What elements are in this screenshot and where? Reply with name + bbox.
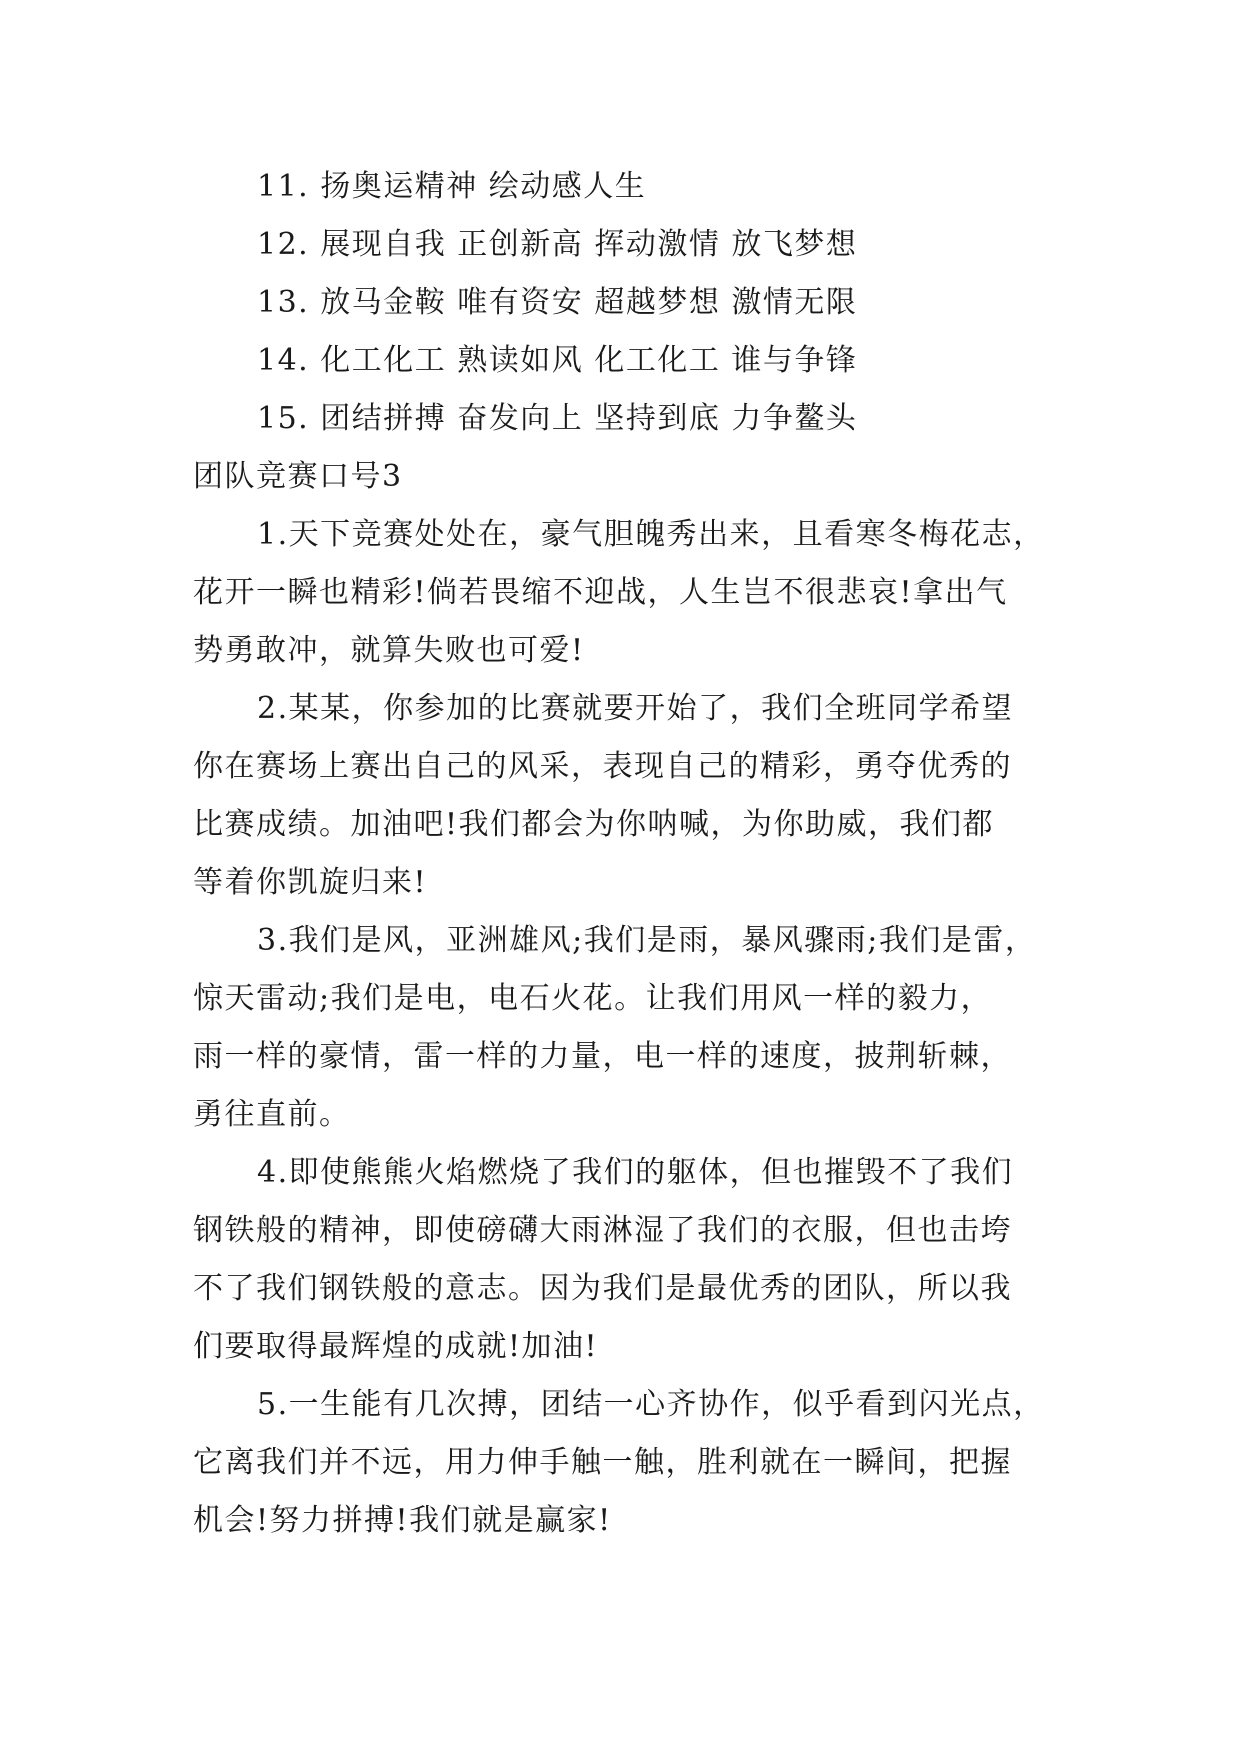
paragraph-line: 它离我们并不远，用力伸手触一触，胜利就在一瞬间，把握 [193, 1445, 1012, 1480]
paragraph-line: 5.一生能有几次搏，团结一心齐协作，似乎看到闪光点， [257, 1387, 1045, 1422]
paragraph-line: 不了我们钢铁般的意志。因为我们是最优秀的团队，所以我 [193, 1271, 1012, 1306]
slogan-item: 15. 团结拼搏 奋发向上 坚持到底 力争鳌头 [257, 401, 858, 436]
slogan-item: 11. 扬奥运精神 绘动感人生 [257, 169, 647, 204]
paragraph-2 [193, 680, 1073, 912]
paragraph-line: 你在赛场上赛出自己的风采，表现自己的精彩，勇夺优秀的 [193, 749, 1012, 784]
paragraph-line: 4.即使熊熊火焰燃烧了我们的躯体，但也摧毁不了我们 [257, 1155, 1014, 1190]
paragraph-4 [193, 1144, 1073, 1376]
paragraph-1 [193, 506, 1073, 680]
document-body [193, 158, 1073, 1550]
paragraph-line: 惊天雷动;我们是电，电石火花。让我们用风一样的毅力， [193, 981, 993, 1016]
paragraph-3 [193, 912, 1073, 1144]
paragraph-line: 雨一样的豪情，雷一样的力量，电一样的速度，披荆斩棘， [193, 1039, 1012, 1074]
paragraph-line: 等着你凯旋归来! [193, 865, 428, 900]
slogan-item: 12. 展现自我 正创新高 挥动激情 放飞梦想 [257, 227, 858, 262]
slogan-item: 13. 放马金鞍 唯有资安 超越梦想 激情无限 [257, 285, 858, 320]
paragraph-line: 1.天下竞赛处处在，豪气胆魄秀出来，且看寒冬梅花志， [257, 517, 1045, 552]
paragraph-line: 3.我们是风，亚洲雄风;我们是雨，暴风骤雨;我们是雷， [257, 923, 1037, 958]
paragraph-line: 花开一瞬也精彩!倘若畏缩不迎战，人生岂不很悲哀!拿出气 [193, 575, 1008, 610]
paragraph-line: 钢铁般的精神，即使磅礴大雨淋湿了我们的衣服，但也击垮 [193, 1213, 1012, 1248]
paragraph-line: 勇往直前。 [193, 1097, 351, 1132]
paragraph-line: 2.某某，你参加的比赛就要开始了，我们全班同学希望 [257, 691, 1014, 726]
paragraph-line: 势勇敢冲，就算失败也可爱! [193, 633, 585, 668]
paragraph-5 [193, 1376, 1073, 1550]
slogan-item: 14. 化工化工 熟读如风 化工化工 谁与争锋 [257, 343, 858, 378]
paragraph-line: 们要取得最辉煌的成就!加油! [193, 1329, 599, 1364]
section-heading: 团队竞赛口号3 [193, 459, 403, 494]
slogan-list [193, 158, 1073, 448]
paragraph-line: 比赛成绩。加油吧!我们都会为你呐喊，为你助威，我们都 [193, 807, 995, 842]
paragraph-line: 机会!努力拼搏!我们就是赢家! [193, 1503, 612, 1538]
